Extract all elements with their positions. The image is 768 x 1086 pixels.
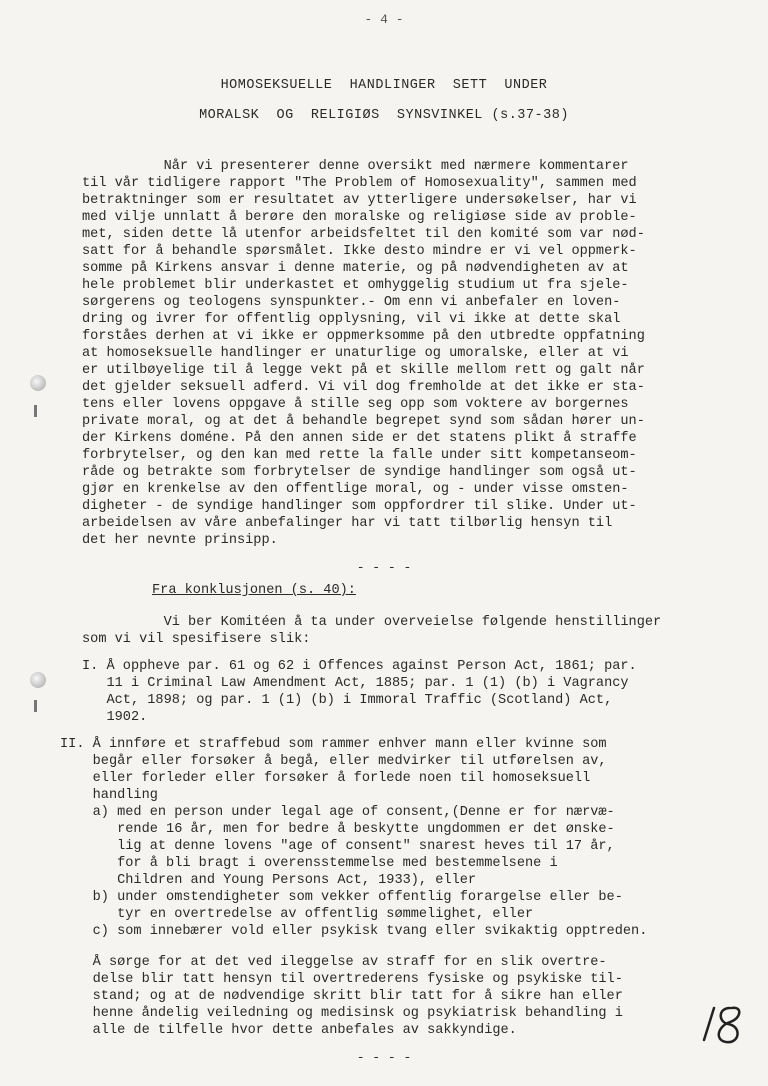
- text-line: betraktninger som er resultatet av ytterligere undersøkelser, har vi: [82, 193, 637, 208]
- list-item-line: handling: [60, 788, 158, 803]
- text-line: henne åndelig veiledning og medisinsk og psykiatrisk behandling i: [60, 1006, 623, 1021]
- text-line: det gjelder seksuell adferd. Vi vil dog fremholde at det ikke er sta-: [82, 380, 645, 395]
- handwritten-number: [696, 1000, 752, 1048]
- section-separator-bottom: - - - -: [356, 1050, 412, 1065]
- list-item-line: II. Å innføre et straffebud som rammer enhver mann eller kvinne som: [60, 737, 607, 752]
- text-line: som vi vil spesifisere slik:: [82, 632, 311, 647]
- text-line: private moral, og at det å behandle begrepet synd som sådan hører un-: [82, 414, 645, 429]
- text-line: digheter - de syndige handlinger som oppfordrer til slike. Under ut-: [82, 499, 637, 514]
- list-item-line: Act, 1898; og par. 1 (1) (b) i Immoral Traffic (Scotland) Act,: [82, 693, 613, 708]
- text-line: alle de tilfelle hvor dette anbefales av sakkyndige.: [60, 1023, 517, 1038]
- margin-mark-icon: [34, 700, 37, 712]
- text-line: til vår tidligere rapport "The Problem of Homosexuality", sammen med: [82, 176, 637, 191]
- list-item-line: eller forleder eller forsøker å forlede noen til homoseksuell: [60, 771, 591, 786]
- text-line: forståes derhen at vi ikke er oppmerksomme på den utbredte oppfatning: [82, 329, 645, 344]
- document-title-line-2: MORALSK OG RELIGIØS SYNSVINKEL (s.37-38): [199, 108, 569, 123]
- text-line: arbeidelsen av våre anbefalinger har vi tatt tilbørlig hensyn til: [82, 516, 613, 531]
- text-line: met, siden dette lå utenfor arbeidsfeltet til den komité som var nød-: [82, 227, 645, 242]
- text-line: tens eller lovens oppgave å stille seg opp som voktere av borgernes: [82, 397, 629, 412]
- text-line: med vilje unnlatt å berøre den moralske og religiøse side av proble-: [82, 210, 637, 225]
- text-line: somme på Kirkens ansvar i denne materie, og på nødvendigheten av at: [82, 261, 629, 276]
- list-item-line: for å bli bragt i overensstemmelse med bestemmelsene i: [60, 856, 558, 871]
- list-item-line: 11 i Criminal Law Amendment Act, 1885; par. 1 (1) (b) i Vagrancy: [82, 676, 629, 691]
- text-line: sørgerens og teologens synspunkter.- Om enn vi anbefaler en loven-: [82, 295, 621, 310]
- text-line: delse blir tatt hensyn til overtrederens fysiske og psykiske til-: [60, 972, 623, 987]
- list-item-line: lig at denne lovens "age of consent" snarest heves til 17 år,: [60, 839, 615, 854]
- list-item-line: 1902.: [82, 710, 148, 725]
- conclusion-heading: Fra konklusjonen (s. 40):: [152, 583, 356, 598]
- text-line: stand; og at de nødvendige skritt blir tatt for å sikre han eller: [60, 989, 623, 1004]
- section-separator: - - - -: [356, 560, 412, 575]
- punch-hole-icon: [30, 672, 46, 688]
- list-item-line: a) med en person under legal age of consent,(Denne er for nærvæ-: [60, 805, 615, 820]
- list-item-line: c) som innebærer vold eller psykisk tvang eller svikaktig opptreden.: [60, 924, 648, 939]
- text-line: er utilbøyelige til å legge vekt på et skille mellom rett og galt når: [82, 363, 645, 378]
- text-line: det her nevnte prinsipp.: [82, 533, 278, 548]
- text-line: Når vi presenterer denne oversikt med nærmere kommentarer: [82, 159, 629, 174]
- list-item-line: I. Å oppheve par. 61 og 62 i Offences against Person Act, 1861; par.: [82, 659, 637, 674]
- text-line: at homoseksuelle handlinger er unaturlige og umoralske, eller at vi: [82, 346, 629, 361]
- list-item-line: rende 16 år, men for bedre å beskytte ungdommen er det ønske-: [60, 822, 615, 837]
- text-line: råde og betrakte som forbrytelser de syndige handlinger som også ut-: [82, 465, 637, 480]
- page-number: - 4 -: [364, 12, 404, 27]
- list-item-line: b) under omstendigheter som vekker offentlig forargelse eller be-: [60, 890, 623, 905]
- text-line: Vi ber Komitéen å ta under overveielse følgende henstillinger: [82, 615, 662, 630]
- margin-mark-icon: [34, 405, 37, 417]
- text-line: hele problemet blir underkastet et omhyggelig studium ut fra sjele-: [82, 278, 629, 293]
- text-line: Å sørge for at det ved ileggelse av straff for en slik overtre-: [60, 955, 607, 970]
- punch-hole-icon: [30, 375, 46, 391]
- text-line: dring og ivrer for offentlig opplysning, vil vi ikke at dette skal: [82, 312, 621, 327]
- list-item-line: tyr en overtredelse av offentlig sømmelighet, eller: [60, 907, 534, 922]
- text-line: gjør en krenkelse av den offentlige moral, og - under visse omsten-: [82, 482, 629, 497]
- document-title-line-1: HOMOSEKSUELLE HANDLINGER SETT UNDER: [220, 78, 548, 93]
- list-item-line: Children and Young Persons Act, 1933), eller: [60, 873, 477, 888]
- list-item-line: begår eller forsøker å begå, eller medvirker til utførelsen av,: [60, 754, 607, 769]
- text-line: forbrytelser, og den kan med rette la falle under sitt kompetanseom-: [82, 448, 637, 463]
- text-line: satt for å behandle spørsmålet. Ikke desto mindre er vi vel oppmerk-: [82, 244, 637, 259]
- text-line: der Kirkens doméne. På den annen side er det statens plikt å straffe: [82, 431, 637, 446]
